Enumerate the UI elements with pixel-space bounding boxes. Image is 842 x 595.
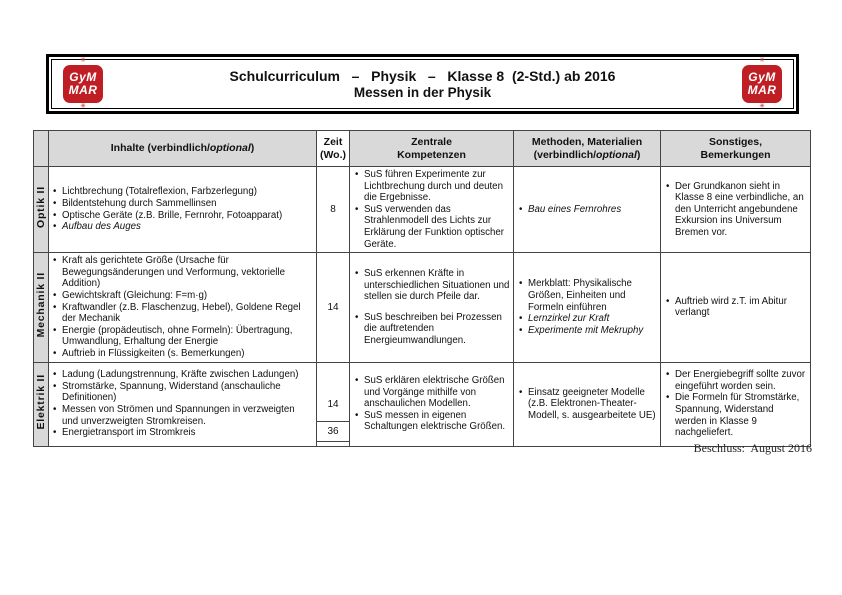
- page-subtitle: Messen in der Physik: [353, 84, 492, 100]
- row-label-cell: [34, 362, 49, 446]
- list-item: • SuS verwenden das Strahlenmodell des Lichts zur Erklärung der Funktion optischer Geräte.: [355, 203, 505, 250]
- row-label-cell: [34, 167, 49, 253]
- document-header: [46, 54, 799, 114]
- zeit-total-cell: 36: [316, 421, 350, 442]
- row-label: Elektrik II: [34, 373, 47, 430]
- zeit-weeks-value: 14: [317, 253, 350, 362]
- bullet-icon: •: [53, 427, 57, 439]
- row-label: Optik II: [34, 186, 47, 229]
- bullet-icon: •: [53, 255, 57, 267]
- school-logo-right: [738, 58, 786, 110]
- cell-inhalte: [49, 362, 317, 446]
- logo-top-glyph: ✳: [80, 57, 86, 64]
- bullet-icon: •: [53, 380, 57, 392]
- list-item: • Merkblatt: Physikalische Größen, Einheiten und Formeln einführen: [519, 278, 632, 313]
- logo-bottom-glyph: ✳: [80, 103, 86, 110]
- curriculum-table: [33, 130, 811, 447]
- list-item: • Kraft als gerichtete Größe (Ursache für Bewegungsänderungen und Verformung, vektorielle Addition): [53, 255, 285, 290]
- bullet-icon: •: [53, 209, 57, 221]
- list-item: • Experimente mit Mekruphy: [519, 324, 644, 336]
- list-item: • SuS erklären elektrische Größen und Vorgänge mithilfe von anschaulichen Modellen.: [355, 375, 505, 410]
- list-item: • Die Formeln für Stromstärke, Spannung, Widerstand werden in Klasse 9 nachgeliefert.: [666, 392, 800, 439]
- logo-text-line2: MAR: [68, 83, 98, 97]
- bullet-icon: •: [355, 311, 359, 323]
- list-item: • SuS messen in eigenen Schaltungen elektrische Größen.: [355, 409, 506, 433]
- bullet-icon: •: [355, 169, 359, 180]
- bullet-icon: •: [53, 369, 57, 381]
- list-item: • Lernzirkel zur Kraft: [519, 313, 610, 325]
- list-item: • Bildentstehung durch Sammellinsen: [53, 197, 217, 209]
- school-logo-badge: [63, 65, 103, 103]
- list-item: • Energie (propädeutisch, ohne Formeln): Übertragung, Umwandlung, Erhaltung der Energie: [53, 324, 293, 348]
- school-logo-badge: [742, 65, 782, 103]
- cell-sonstiges: [661, 362, 811, 446]
- school-logo-left: [59, 58, 107, 110]
- logo-text-line1: GyM: [748, 70, 776, 84]
- bullet-icon: •: [53, 404, 57, 415]
- logo-top-glyph: ✳: [759, 57, 765, 64]
- bullet-icon: •: [666, 295, 670, 307]
- list-item: • Ladung (Ladungstrennung, Kräfte zwischen Ladungen): [53, 369, 299, 381]
- list-item: • Gewichtskraft (Gleichung: F=m·g): [53, 289, 208, 301]
- bullet-icon: •: [53, 301, 57, 313]
- bullet-icon: •: [666, 180, 670, 192]
- document-header-inner: [51, 59, 794, 109]
- logo-text-line1: GyM: [69, 70, 97, 84]
- header-row-label: [34, 131, 49, 167]
- cell-methoden: [514, 362, 661, 446]
- bullet-icon: •: [53, 324, 57, 336]
- list-item: • Auftrieb wird z.T. im Abitur verlangt: [666, 295, 787, 319]
- list-item: • Aufbau des Auges: [53, 221, 141, 233]
- bullet-icon: •: [53, 347, 57, 359]
- bullet-icon: •: [519, 324, 523, 336]
- bullet-icon: •: [355, 268, 359, 280]
- list-item: • Energietransport im Stromkreis: [53, 427, 196, 439]
- cell-kompetenzen: [350, 167, 514, 253]
- logo-bottom-glyph: ✳: [759, 103, 765, 110]
- header-kompetenzen: Zentrale Kompetenzen: [350, 131, 514, 167]
- list-item: • Optische Geräte (z.B. Brille, Fernrohr, Fotoapparat): [53, 209, 283, 221]
- cell-inhalte: [49, 167, 317, 253]
- list-item: • Einsatz geeigneter Modelle (z.B. Elektronen-Theater-Modell, s. ausgearbeitete UE): [519, 386, 656, 421]
- table-header-row: [34, 131, 811, 167]
- bullet-icon: •: [666, 392, 670, 404]
- header-inhalte: Inhalte (verbindlich/optional): [49, 131, 317, 167]
- list-item: • Der Energiebegriff sollte zuvor eingeführt worden sein.: [666, 369, 806, 392]
- list-item: • Messen von Strömen und Spannungen in verzweigten und unverzweigten Stromkreisen.: [53, 404, 295, 427]
- bullet-icon: •: [519, 278, 523, 290]
- list-item: • SuS beschreiben bei Prozessen die auftretenden Energieumwandlungen.: [355, 311, 502, 347]
- cell-methoden: [514, 167, 661, 253]
- cell-inhalte: [49, 253, 317, 362]
- bullet-icon: •: [355, 375, 359, 387]
- page-title: Schulcurriculum – Physik – Klasse 8 (2-Std.) ab 2016: [229, 67, 616, 84]
- table-row: [34, 362, 811, 446]
- list-item: • Lichtbrechung (Totalreflexion, Farbzerlegung): [53, 186, 257, 198]
- list-item: • Der Grundkanon sieht in Klasse 8 eine verbindliche, an den Unterricht angebundene Exkursion ins Universum Bremen vor.: [666, 180, 804, 238]
- approval-note: Beschluss: August 2016: [693, 441, 812, 455]
- cell-methoden: [514, 253, 661, 362]
- list-item: • Kraftwandler (z.B. Flaschenzug, Hebel), Goldene Regel der Mechanik: [53, 301, 301, 325]
- list-item: • Bau eines Fernrohres: [519, 203, 622, 215]
- list-item: • Auftrieb in Flüssigkeiten (s. Bemerkungen): [53, 347, 245, 359]
- table-row: [34, 253, 811, 362]
- bullet-icon: •: [519, 313, 523, 325]
- list-item: • SuS führen Experimente zur Lichtbrechung durch und deuten die Ergebnisse.: [355, 169, 503, 204]
- list-item: • Stromstärke, Spannung, Widerstand (anschauliche Definitionen): [53, 380, 281, 404]
- bullet-icon: •: [53, 289, 57, 301]
- bullet-icon: •: [666, 369, 670, 381]
- cell-kompetenzen: [350, 362, 514, 446]
- cell-sonstiges: [661, 167, 811, 253]
- curriculum-table-body: [34, 167, 811, 447]
- table-row: [34, 167, 811, 253]
- bullet-icon: •: [53, 197, 57, 209]
- cell-kompetenzen: [350, 253, 514, 362]
- list-item: • SuS erkennen Kräfte in unterschiedlichen Situationen und stellen sie durch Pfeile dar.: [355, 268, 510, 303]
- bullet-icon: •: [53, 186, 57, 198]
- zeit-weeks-value: 14: [317, 362, 350, 446]
- row-label: Mechanik II: [34, 272, 47, 338]
- cell-sonstiges: [661, 253, 811, 362]
- header-zeit: Zeit (Wo.): [317, 131, 350, 167]
- zeit-weeks-value: 8: [317, 167, 350, 253]
- bullet-icon: •: [519, 203, 523, 215]
- bullet-icon: •: [355, 203, 359, 215]
- header-methoden: Methoden, Materialien (verbindlich/optional): [514, 131, 661, 167]
- row-label-cell: [34, 253, 49, 362]
- bullet-icon: •: [53, 221, 57, 233]
- logo-text-line2: MAR: [747, 83, 777, 97]
- header-sonstiges: Sonstiges, Bemerkungen: [661, 131, 811, 167]
- bullet-icon: •: [355, 409, 359, 421]
- bullet-icon: •: [519, 386, 523, 398]
